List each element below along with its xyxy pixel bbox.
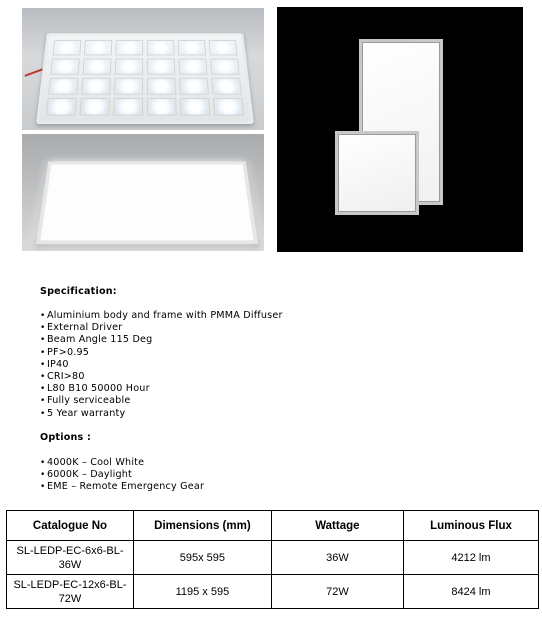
led-chip: [179, 78, 209, 95]
spec-item: • IP40: [40, 359, 283, 371]
specification-list: [40, 310, 283, 420]
led-chip: [147, 78, 176, 95]
square-panel: [335, 131, 419, 215]
table-header-row: [7, 511, 539, 541]
led-chip: [178, 59, 207, 75]
panel-frame: [36, 33, 254, 124]
spec-item: • L80 B10 50000 Hour: [40, 383, 283, 395]
led-chip: [80, 98, 110, 115]
illuminated-panel: [36, 162, 258, 244]
spec-item: • CRI>80: [40, 371, 283, 383]
led-chip: [113, 98, 143, 115]
column-header: Luminous Flux: [403, 511, 538, 541]
led-chip: [212, 78, 242, 95]
wattage-cell: 72W: [271, 575, 403, 609]
spec-item: • 5 Year warranty: [40, 408, 283, 420]
spec-item: • PF>0.95: [40, 347, 283, 359]
led-chip: [180, 98, 210, 115]
column-header: Catalogue No: [7, 511, 134, 541]
spec-item: • External Driver: [40, 322, 283, 334]
led-chip: [115, 59, 143, 75]
luminous-flux-cell: 4212 lm: [403, 541, 538, 575]
table-row: [7, 575, 539, 609]
catalogue-cell: SL-LEDP-EC-6x6-BL-36W: [7, 541, 134, 575]
spec-item: • Aluminium body and frame with PMMA Diffuser: [40, 310, 283, 322]
specification-heading: Specification:: [40, 286, 117, 297]
led-chip: [81, 78, 111, 95]
led-chip: [114, 78, 143, 95]
led-chip: [84, 40, 112, 55]
table-row: [7, 541, 539, 575]
led-chip: [147, 98, 177, 115]
column-header: Dimensions (mm): [133, 511, 271, 541]
led-chip: [50, 59, 80, 75]
option-item: • 4000K – Cool White: [40, 457, 204, 469]
option-item: • EME – Remote Emergency Gear: [40, 481, 204, 493]
spec-item: • Beam Angle 115 Deg: [40, 334, 283, 346]
luminous-flux-cell: 8424 lm: [403, 575, 538, 609]
wattage-cell: 36W: [271, 541, 403, 575]
led-chip: [147, 59, 175, 75]
lit-panel-photo: [22, 134, 264, 251]
product-table: [6, 510, 539, 609]
led-grid: [46, 40, 244, 115]
dimensions-cell: 1195 x 595: [133, 575, 271, 609]
options-list: [40, 457, 204, 494]
panel-sizes-photo: [277, 7, 523, 252]
led-chip: [147, 40, 175, 55]
led-chip: [46, 98, 77, 115]
led-chip: [178, 40, 206, 55]
led-chip: [115, 40, 143, 55]
led-chip: [48, 78, 78, 95]
led-array-photo: [22, 8, 264, 130]
led-chip: [210, 59, 240, 75]
led-chip: [83, 59, 112, 75]
led-chip: [209, 40, 238, 55]
options-heading: Options :: [40, 432, 92, 443]
column-header: Wattage: [271, 511, 403, 541]
option-item: • 6000K – Daylight: [40, 469, 204, 481]
led-chip: [52, 40, 81, 55]
dimensions-cell: 595x 595: [133, 541, 271, 575]
led-chip: [213, 98, 244, 115]
catalogue-cell: SL-LEDP-EC-12x6-BL-72W: [7, 575, 134, 609]
spec-item: • Fully serviceable: [40, 395, 283, 407]
